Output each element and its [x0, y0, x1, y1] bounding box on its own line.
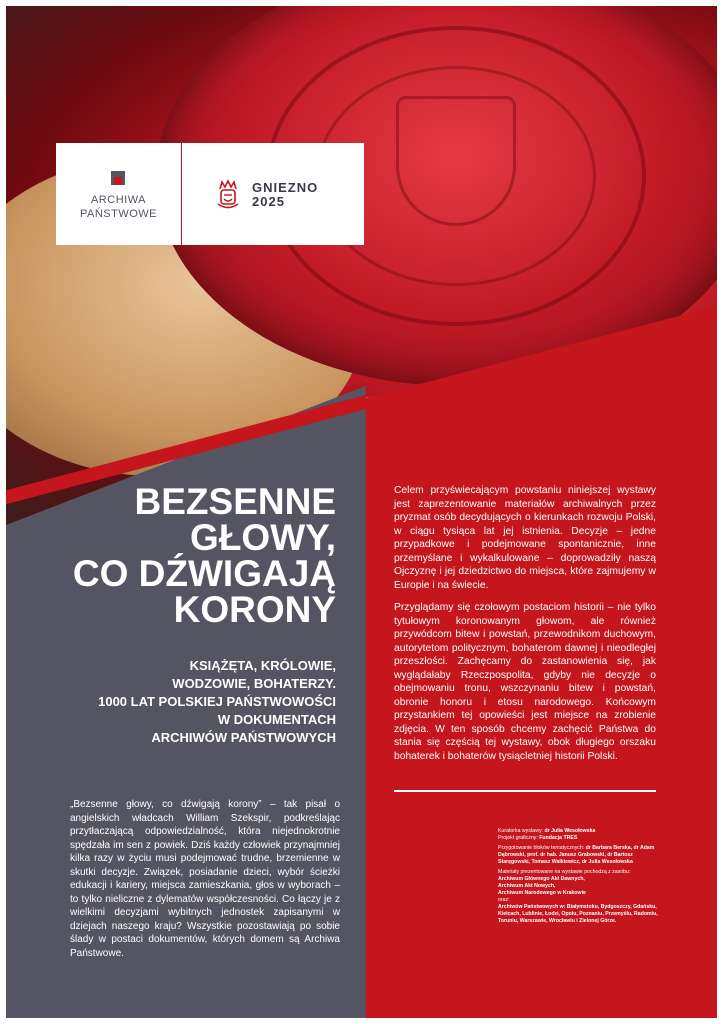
credits: Kuratorka wystawy: dr Julia Wesołowska Projekt graficzny: Fundacja TRES Przygotowanie bloków tematycznych: dr Barbara Berska, dr Adam Dąbrowski, prof. dr hab. Janusz Grabowski, dr Bartosz Staręgowski, Tomasz Walkiewicz, dr Julia Wesołowska Materiały prezentowane na wystawie pochodzą z zasobu: Archiwum Głównego Akt Dawnych, Archiwum Akt Nowych, Archiwum Narodowego w Krakowie oraz: Archiwów Państwowych w: Białymstoku, Bydgoszczy, Gdańsku, Kielcach, Lublinie, Łodzi, Opolu, Poznaniu, Przemyślu, Radomiu, Toruniu, Warszawie, Wrocławiu i Zielonej Górze.: [498, 828, 658, 924]
archiwa-logo-text: ARCHIWA PAŃSTWOWE: [79, 194, 157, 220]
intro-text: [394, 484, 656, 763]
gniezno-logo-text: GNIEZNO 2025: [252, 180, 319, 209]
quote-paragraph: „Bezsenne głowy, co dźwigają korony” – tak pisał o angielskich władcach William Szekspir, podkreślając przytłaczającą odpowiedzialność, która niejednokrotnie spędzała im sen z powiek. Dziś każdy człowiek przynajmniej kilka razy w życiu musi podejmować trudne, brzemienne w skutki decyzje. Związek, posiadanie dzieci, wybór ścieżki edukacji i kariery, miejsca zamieszkania, głos w wyborach – to tylko nieliczne z dylematów współczesności. Co łączy je z wielkimi decyzjami wybitnych jednostek zapisanymi w dziejach naszego kraju? Wszystkie pozostawiają po sobie ślady w postaci dokumentów, których domem są Archiwa Państwowe.: [70, 799, 340, 959]
seal-shield-icon: [396, 96, 516, 226]
intro-paragraph-1: Celem przyświecającym powstaniu niniejszej wystawy jest zaprezentowanie materiałów archiwalnych przez pryzmat osób decydujących o kierunkach rozwoju Polski, w ciągu tysiąca lat jej istnienia. Decyzje – jedne przypadkowe i podejmowane spontanicznie, inne przemyślane i wykalkulowane – doprowadziły naszą Ojczyznę i jej dziedzictwo do miejsca, które zajmujemy w Europie i na świecie.: [394, 485, 656, 591]
poster-subtitle: KSIĄŻĘTA, KRÓLOWIE, WODZOWIE, BOHATERZY. 1000 LAT POLSKIEJ PAŃSTWOWOŚCI W DOKUMENTACH ARCHIWÓW PAŃSTWOWYCH: [98, 658, 336, 745]
exhibition-poster: [6, 6, 717, 1018]
crown-head-icon: [214, 179, 242, 211]
archiwa-logo-icon: [111, 171, 125, 185]
logo-box: [56, 143, 364, 245]
divider-rule: [394, 790, 656, 792]
intro-paragraph-2: Przyglądamy się czołowym postaciom historii – nie tylko tytułowym koronowanym głowom, ale również przywódcom bitew i powstań, przewodnikom duchowym, autorytetom politycznym, bohaterom dawnej i nieodległej przeszłości. Zachęcamy do zastanowienia się, jak wyglądałaby Rzeczpospolita, gdyby nie decyzje o obejmowaniu tronu, wszczynaniu bitew i powstań, obronie honoru i etosu narodowego. Końcowym przystankiem tej opowieści jest miejsce na zrobienie zdjęcia. W ten sposób chcemy zachęcić Państwa do stania się częścią tej wystawy, obok długiego orszaku bohaterek i bohaterów tysiącletniej historii Polski.: [394, 602, 656, 762]
poster-title: BEZSENNE GŁOWY, CO DŹWIGAJĄ KORONY: [72, 481, 336, 630]
logo-divider: [181, 143, 182, 245]
